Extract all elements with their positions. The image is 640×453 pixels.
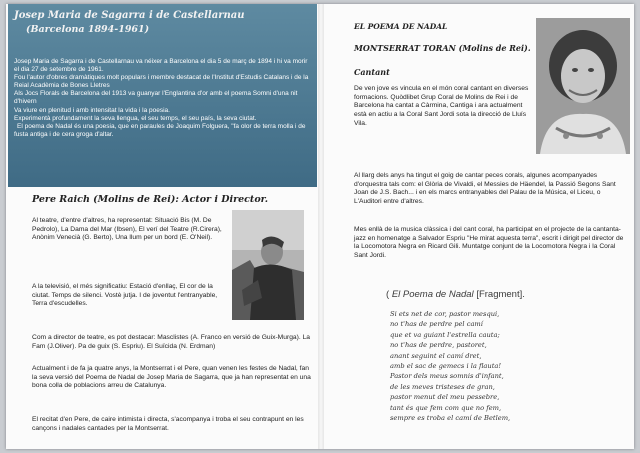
fragment-tag: [Fragment]. — [476, 289, 525, 300]
poem-line: de les meves tristeses de gran, — [390, 382, 495, 391]
poem-line: que et va guiant l'estrella cauta; — [390, 330, 500, 339]
pere-television-paragraph: A la televisió, el més significatiu: Estació d'enllaç, El cor de la ciutat. Temps de silenci. Vostè jutja. I de joventut l'entranyable, Terra d'escudelles. — [32, 283, 218, 308]
pere-director-paragraph: Com a director de teatre, es pot destacar: Masclistes (A. Franco en versió de Guix-Murga). La Fam (J.Oliver). Pa de guix (S. Espriu). El Suïcida (N. Erdman) — [32, 334, 311, 350]
montserrat-role: Cantant — [354, 67, 390, 77]
montserrat-paragraph-2: Al llarg dels anys ha tingut el goig de cantar peces corals, algunes acompanyades d'orquestra tals com: el Glòria de Vivaldi, el Messies de Häendel, la Passió Segons Sant Joan de J.S. Bach... i en els marcs entranyables del Palau de la Música, el Liceu, o L'Auditori entre d'altres. — [354, 172, 616, 206]
sagarra-paragraph: Als Jocs Florals de Barcelona del 1913 va guanyar l'Englantina d'or amb el poema Somni d'una nit d'hivern — [14, 90, 298, 106]
fragment-title: El Poema de Nadal — [391, 289, 474, 300]
fragment-open-paren: ( — [386, 289, 390, 300]
poem-fragment-heading — [386, 289, 525, 300]
poem-line: sempre es troba el camí de Betlem, — [390, 414, 511, 423]
poem-line: Pastor dels meus somnis d'infant, — [390, 372, 504, 381]
poem-line: Si ets net de cor, pastor mesqui, — [390, 310, 500, 318]
sagarra-paragraph: Va viure en plenitud i amb intensitat la vida i la poesia. — [14, 106, 170, 114]
poem-line: tant és que fem com que no fem, — [390, 403, 502, 412]
poem-line: pastor menut del meu pessebre, — [390, 393, 500, 402]
sagarra-title: Josep Maria de Sagarra i de Castellarnau — [14, 10, 245, 21]
poem-line: no t'has de perdre, pastoret, — [390, 341, 487, 350]
brochure-spread — [6, 4, 634, 449]
pere-theatre-paragraph: Al teatre, d'entre d'altres, ha representat: Situació Bis (M. De Pedrolo), La Dama del Mar (Ibsen), El verí del Teatre (R.Cirera), Anònim Venecià (G. Berto), Una llum per un bord (E. O'Neil). — [32, 217, 222, 242]
pere-current-paragraph: Actualment i de fa ja quatre anys, la Montserrat i el Pere, quan venen les festes de Nadal, fan la seva versió del Poema de Nadal de Josep Maria de Sagarra, que ja han representat en una bona colla de poblacions arreu de Catalunya. — [32, 365, 311, 390]
pere-raich-photo — [232, 210, 304, 320]
sagarra-years: (Barcelona 1894-1961) — [26, 24, 150, 35]
montserrat-paragraph-1: De ven jove es vincula en el món coral cantant en diverses formacions. Quòdlibet Grup Coral de Molins de Rei i de Barcelona ha cantat a Càrmina, Cantiga i ara actualment està en actiu a la Coral Sant Jordi sota la direcció de Lluís Vila. — [354, 85, 529, 127]
sagarra-bio-box — [8, 4, 317, 187]
sagarra-paragraph: Josep Maria de Sagarra i de Castellarnau va néixer a Barcelona el dia 5 de març de 1894 i hi va morir el dia 27 de setembre de 1961. — [14, 58, 308, 74]
sagarra-bio — [14, 58, 314, 139]
poem-kicker: EL POEMA DE NADAL — [354, 22, 448, 31]
sagarra-paragraph: Fou l'autor d'obres dramàtiques molt populars i membre destacat de l'Institut d'Estudis Catalans i de la Reial Acadèmia de Bones Lletres — [14, 74, 309, 90]
poem-line: anant seguint el camí dret, — [390, 351, 482, 360]
poem-fragment — [390, 309, 510, 423]
poem-line: no t'has de perdre pel camí — [390, 320, 483, 329]
sagarra-paragraph: Experimentà profundament la seva llengua, el seu temps, el seu país, la seva ciutat. — [14, 114, 257, 122]
right-page — [324, 4, 634, 449]
pere-recital-paragraph: El recitat d'en Pere, de caire intimista i directa, s'acompanya i troba el seu contrapunt en les cançons i nadales cantades per la Montserrat. — [32, 416, 304, 432]
left-page — [6, 4, 318, 449]
sagarra-paragraph: El poema de Nadal és una poesia, que en paraules de Joaquim Folguera, "fa olor de terra molla i de fusta antiga i de cera groga d'altar. — [14, 122, 306, 138]
poem-line: amb el sac de gemecs i la flauta! — [390, 362, 502, 371]
montserrat-heading: MONTSERRAT TORAN (Molins de Rei). — [354, 43, 531, 53]
pere-heading: Pere Raich (Molins de Rei): Actor i Director. — [32, 194, 269, 205]
montserrat-toran-photo — [536, 18, 630, 154]
montserrat-paragraph-3: Mes enllà de la musica clàssica i del cant coral, ha participat en el projecte de la cantanta-jazz en homenatge a Salvador Espriu "He mirat aquesta terra", escrit i dirigit pel director de la Locomotora Negra en Ricard Gili. Muntatge conjunt de la Locomotora Negra i la Coral Sant Jordi. — [354, 226, 624, 260]
